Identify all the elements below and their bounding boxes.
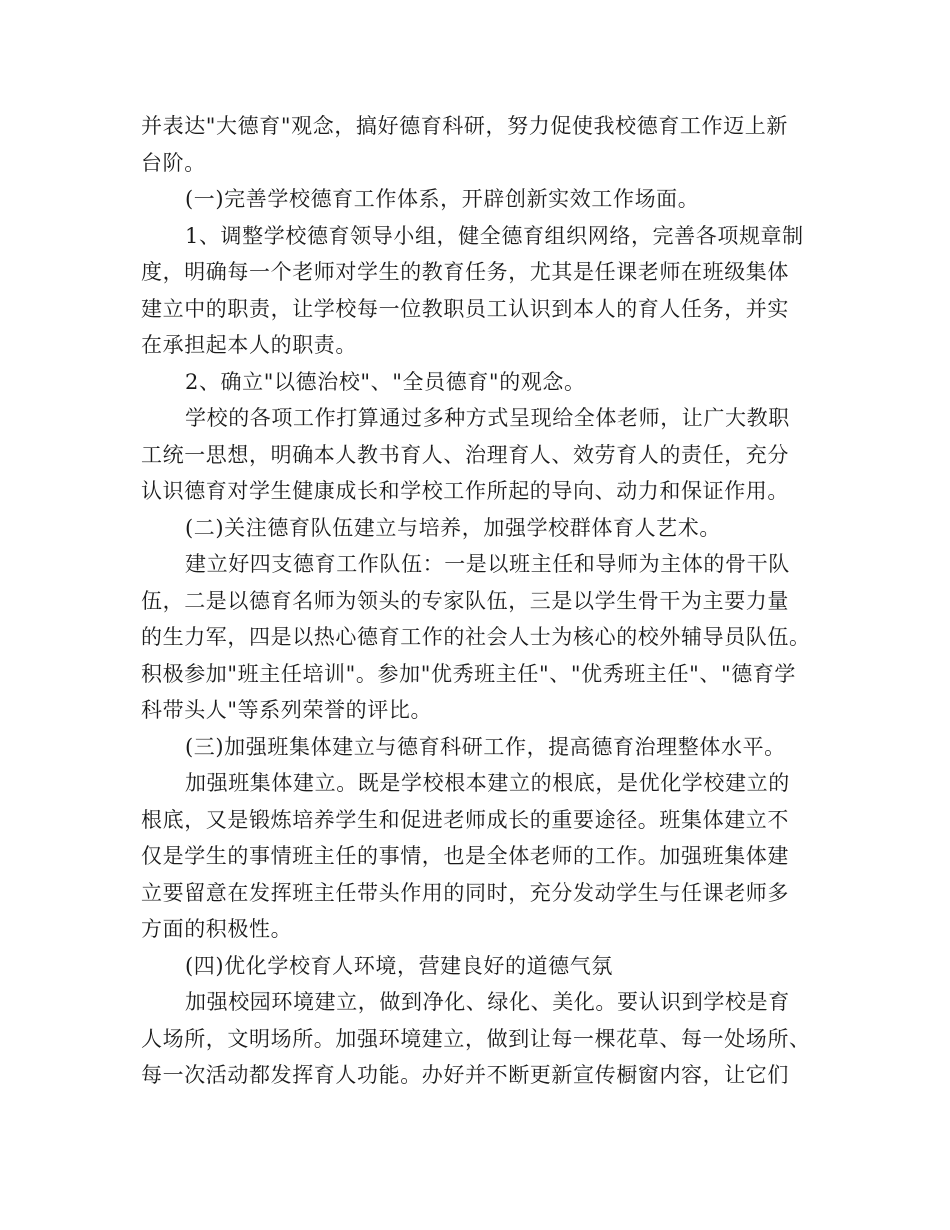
text-line: (三)加强班集体建立与德育科研工作，提高德育治理整体水平。 xyxy=(185,734,786,759)
text-line: (一)完善学校德育工作体系，开辟创新实效工作场面。 xyxy=(185,187,700,211)
text-line: 1、调整学校德育领导小组，健全德育组织网络，完善各项规章制 xyxy=(185,223,804,248)
text-line: 台阶。 xyxy=(141,150,206,175)
text-line: 仅是学生的事情班主任的事情，也是全体老师的工作。加强班集体建 xyxy=(141,844,789,868)
text-line: 人场所，文明场所。加强环境建立，做到让每一棵花草、每一处场所、 xyxy=(141,1026,811,1051)
text-line: 积极参加"班主任培训"。参加"优秀班主任"、"优秀班主任"、"德育学 xyxy=(141,661,797,686)
text-line: 伍，二是以德育名师为领头的专家队伍，三是以学生骨干为主要力量 xyxy=(141,588,789,613)
text-line: 科带头人"等系列荣誉的评比。 xyxy=(141,698,433,722)
text-line: 的生力军，四是以热心德育工作的社会人士为核心的校外辅导员队伍。 xyxy=(141,625,811,649)
text-line: 2、确立"以德治校"、"全员德育"的观念。 xyxy=(185,369,586,394)
document-body xyxy=(141,108,813,1094)
text-line: 加强校园环境建立，做到净化、绿化、美化。要认识到学校是育 xyxy=(185,990,790,1014)
text-line: 度，明确每一个老师对学生的教育任务，尤其是任课老师在班级集体 xyxy=(141,260,789,284)
text-line: 并表达"大德育"观念，搞好德育科研，努力促使我校德育工作迈上新 xyxy=(141,114,788,138)
text-line: 认识德育对学生健康成长和学校工作所起的导向、动力和保证作用。 xyxy=(141,479,789,503)
text-line: 立要留意在发挥班主任带头作用的同时，充分发动学生与任课老师多 xyxy=(141,880,789,905)
text-line: 根底，又是锻炼培养学生和促进老师成长的重要途径。班集体建立不 xyxy=(141,807,789,832)
text-line: 加强班集体建立。既是学校根本建立的根底，是优化学校建立的 xyxy=(185,771,790,795)
text-line: 工统一思想，明确本人教书育人、治理育人、效劳育人的责任，充分 xyxy=(141,442,789,467)
text-line: 建立好四支德育工作队伍：一是以班主任和导师为主体的骨干队 xyxy=(185,552,790,576)
text-line: 每一次活动都发挥育人功能。办好并不断更新宣传橱窗内容，让它们 xyxy=(141,1063,789,1087)
text-line: 方面的积极性。 xyxy=(141,917,293,941)
text-line: (四)优化学校育人环境，营建良好的道德气氛 xyxy=(185,953,613,978)
text-line: 学校的各项工作打算通过多种方式呈现给全体老师，让广大教职 xyxy=(185,406,790,430)
text-line: (二)关注德育队伍建立与培养，加强学校群体育人艺术。 xyxy=(185,515,721,540)
text-line: 在承担起本人的职责。 xyxy=(141,333,357,357)
text-line: 建立中的职责，让学校每一位教职员工认识到本人的育人任务，并实 xyxy=(141,296,789,321)
